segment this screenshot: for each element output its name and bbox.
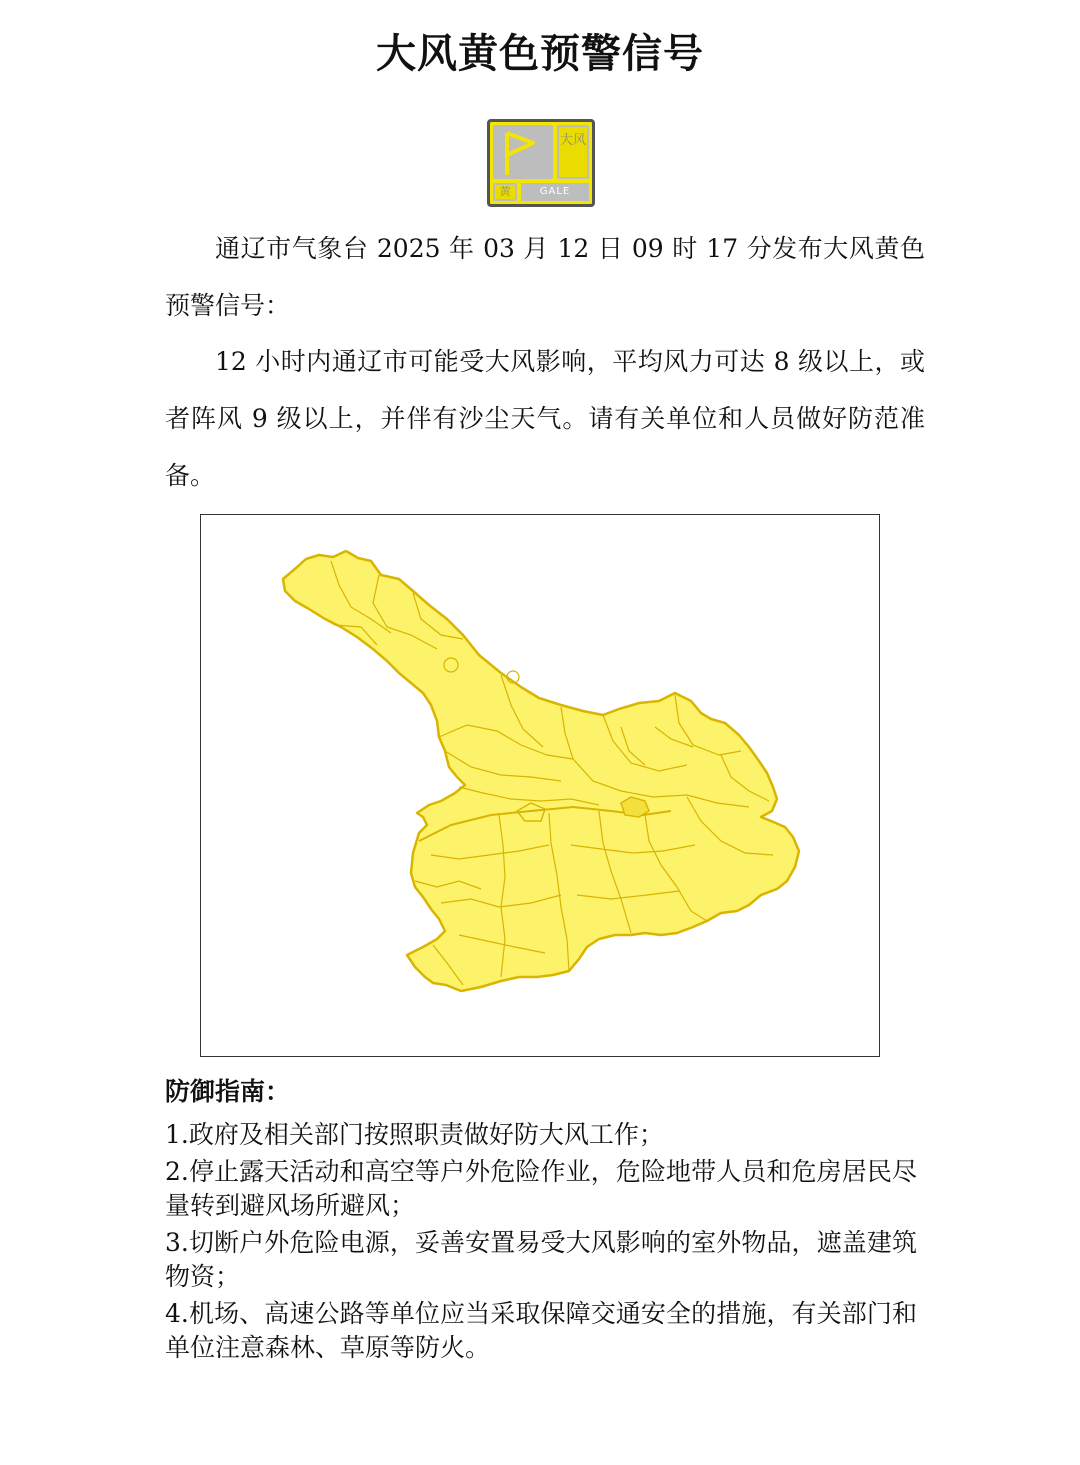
tongliao-region-map <box>201 515 879 1056</box>
guide-item: 3.切断户外危险电源，妥善安置易受大风影响的室外物品，遮盖建筑物资； <box>165 1228 917 1291</box>
guide-list <box>165 1118 917 1368</box>
guide-item: 4.机场、高速公路等单位应当采取保障交通安全的措施，有关部门和单位注意森林、草原等防火。 <box>165 1299 917 1362</box>
issue-paragraph: 通辽市气象台 2025 年 03 月 12 日 09 时 17 分发布大风黄色预警信号： <box>165 234 925 320</box>
gale-label-panel <box>557 125 589 179</box>
wind-flag-icon <box>493 125 553 179</box>
gale-label: 大风 <box>559 133 586 148</box>
page-title: 大风黄色预警信号 <box>376 30 704 77</box>
region-area <box>283 551 799 991</box>
warning-area-map <box>200 514 880 1057</box>
wind-flag-panel <box>493 125 553 179</box>
gale-warning-icon <box>487 119 595 207</box>
guide-item: 1.政府及相关部门按照职责做好防大风工作； <box>165 1120 664 1149</box>
guide-title: 防御指南： <box>165 1077 291 1106</box>
level-label: 黄 <box>493 183 517 201</box>
guide-item: 2.停止露天活动和高空等户外危险作业，危险地带人员和危房居民尽量转到避风场所避风； <box>165 1157 917 1220</box>
region-outline <box>283 551 799 991</box>
forecast-paragraph: 12 小时内通辽市可能受大风影响，平均风力可达 8 级以上，或者阵风 9 级以上，并伴有沙尘天气。请有关单位和人员做好防范准备。 <box>165 347 925 490</box>
gale-english-label: GALE <box>521 183 589 201</box>
